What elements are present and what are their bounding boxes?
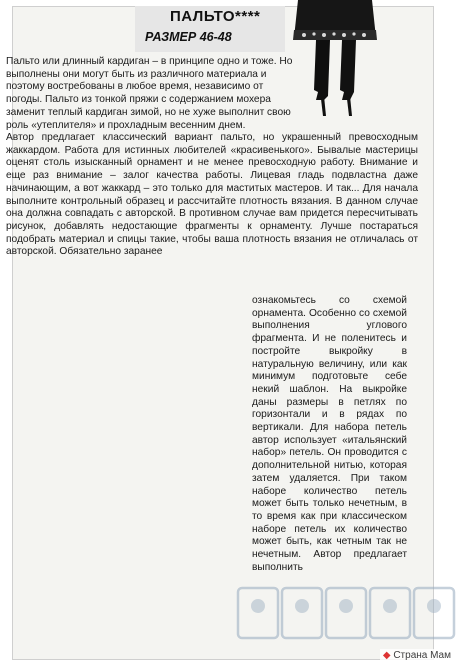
model-boots-illustration — [290, 0, 380, 120]
pin-icon: ◆ — [382, 650, 391, 661]
page-title: ПАЛЬТО**** — [170, 8, 261, 25]
size-subtitle: РАЗМЕР 46-48 — [145, 30, 232, 44]
article-paragraph-upper: Пальто или длинный кардиган – в принципе одно и тоже. Но выполнены они могут быть из различного материала и поэтому востребованы в любое время, независимо от погоды. Пальто из тонкой пряжи с содержанием мохера заменит теплый кардиган зимой, но не хуже выполнит свою роль «утеплителя» и прохладным весенним днем. — [6, 56, 293, 131]
article-paragraph-narrow: ознакомьтесь со схемой орнамента. Особенно со схемой выполнения углового фрагмента. И не поленитесь и постройте выкройку в натуральную величину, или как минимум подготовьте себе некий шаблон. На выкройке даны размеры в петлях по горизонтали и в рядах по вертикали. Для набора петель автор использует «итальянский набор» петель. Он проводится с дополнительной нитью, которая затем удаляется. При таком наборе количество петель может быть только нечетным, в то время как при классическом наборе петель их количество может быть, как четным так не нечетным. Автор предлагает выполнить — [252, 295, 407, 573]
watermark-label: Страна Мам — [393, 650, 451, 661]
article-paragraph-full: Автор предлагает классический вариант пальто, но украшенный превосходным жаккардом. Работа для истинных любителей «красивенького». Бывалые мастерицы оценят столь изысканный орнамент и не менее превосходную работу. Внимание и еще раз внимание – залог качества работы. Лицевая гладь подвластна даже начинающим, а вот жаккард – это только для маститых мастеров. И так... Для начала выполните контрольный образец и рассчитайте плотность вязания. В данном случае она должна совпадать с авторской. В противном случае вам придется пересчитывать рисунок, добавлять недостающие фрагменты к орнаменту. Лучше постараться подобрать материал и спицы такие, чтобы ваша плотность вязания не отличалась от авторской. Обязательно заранее — [6, 132, 418, 258]
watermark-text — [380, 649, 454, 662]
